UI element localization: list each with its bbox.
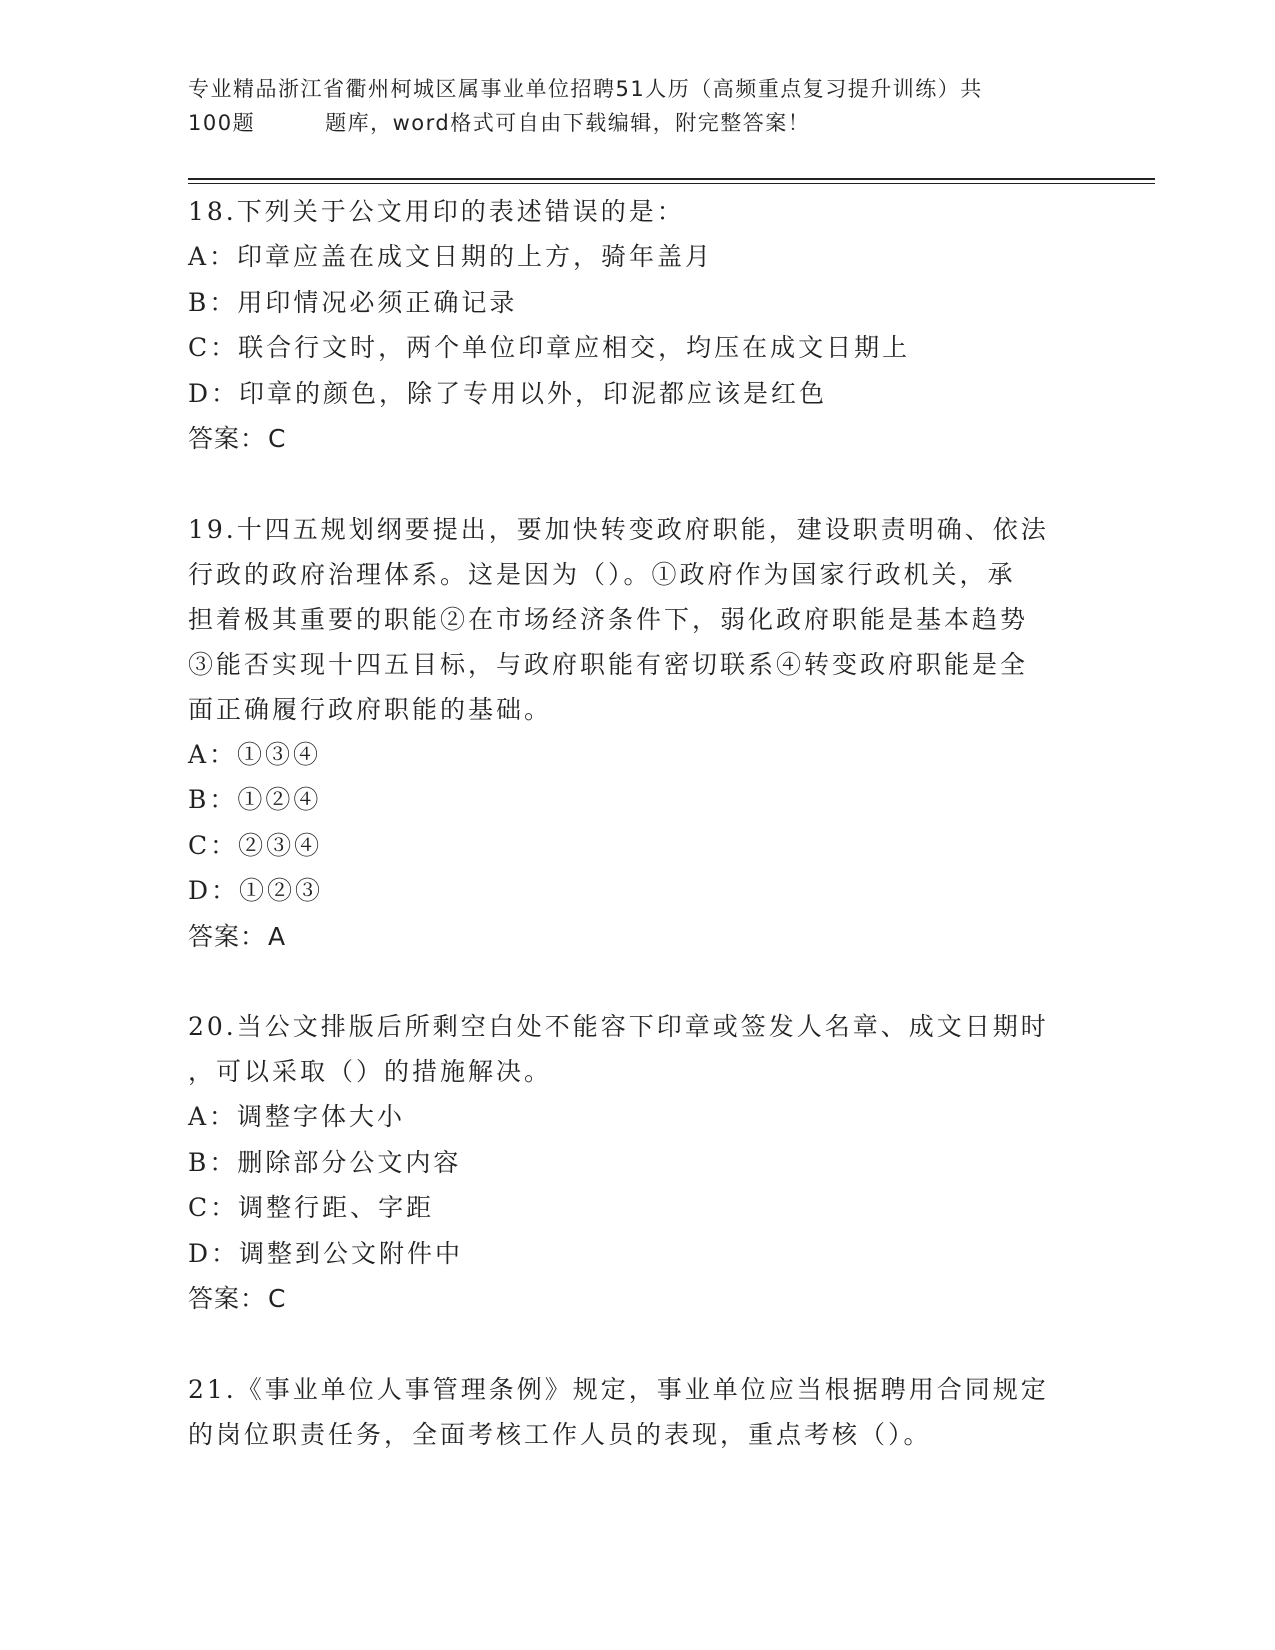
answer-label: 答案：	[188, 424, 267, 453]
option-a: A：印章应盖在成文日期的上方，骑年盖月	[188, 242, 714, 271]
question-stem-line: 行政的政府治理体系。这是因为（）。①政府作为国家行政机关，承	[188, 559, 1016, 589]
question-stem-line: 面正确履行政府职能的基础。	[188, 694, 553, 724]
question-stem-line: 20.当公文排版后所剩空白处不能容下印章或签发人名章、成文日期时	[188, 1012, 1049, 1041]
answer-value: C	[268, 424, 287, 453]
answer-value: A	[268, 921, 287, 951]
question-stem: 18.下列关于公文用印的表述错误的是：	[188, 197, 685, 226]
option-b: B：用印情况必须正确记录	[188, 287, 518, 317]
question-20	[188, 1004, 1088, 1322]
question-stem-line: 21.《事业单位人事管理条例》规定，事业单位应当根据聘用合同规定	[188, 1374, 1049, 1404]
answer-line	[188, 416, 1088, 462]
option-c: C：联合行文时，两个单位印章应相交，均压在成文日期上	[188, 333, 911, 362]
option-d: D：①②③	[188, 876, 324, 905]
question-list	[188, 189, 1088, 1502]
header-title-line: 专业精品浙江省衢州柯城区属事业单位招聘51人历（高频重点复习提升训练）共	[188, 77, 983, 101]
question-18	[188, 189, 1088, 462]
header-divider-thin	[188, 183, 1155, 184]
option-d: D：印章的颜色，除了专用以外，印泥都应该是红色	[188, 378, 828, 408]
option-c: C：②③④	[188, 830, 323, 860]
answer-line	[188, 914, 1088, 960]
option-b: B：①②④	[188, 785, 322, 814]
question-stem-line: 担着极其重要的职能②在市场经济条件下，弱化政府职能是基本趋势	[188, 604, 1029, 634]
question-19	[188, 507, 1088, 960]
header-subtitle-line	[188, 106, 1068, 140]
page-header	[188, 72, 1068, 140]
header-note: 题库，word格式可自由下载编辑，附完整答案！	[325, 111, 811, 135]
answer-line	[188, 1276, 1088, 1322]
answer-label: 答案：	[188, 921, 267, 951]
answer-label: 答案：	[188, 1284, 267, 1313]
question-21	[188, 1367, 1088, 1457]
option-d: D：调整到公文附件中	[188, 1238, 464, 1268]
option-b: B：删除部分公文内容	[188, 1147, 462, 1177]
option-c: C：调整行距、字距	[188, 1193, 435, 1222]
header-count: 100题	[188, 111, 256, 135]
option-a: A：①③④	[188, 739, 322, 769]
answer-value: C	[268, 1284, 287, 1313]
header-divider-thick	[188, 178, 1155, 180]
question-stem-line: ③能否实现十四五目标，与政府职能有密切联系④转变政府职能是全	[188, 649, 1029, 679]
question-stem-line: 19.十四五规划纲要提出，要加快转变政府职能，建设职责明确、依法	[188, 514, 1049, 544]
option-a: A：调整字体大小	[188, 1102, 406, 1131]
question-stem-line: 的岗位职责任务，全面考核工作人员的表现，重点考核（）。	[188, 1419, 932, 1449]
question-stem-line: ，可以采取（）的措施解决。	[188, 1057, 553, 1086]
